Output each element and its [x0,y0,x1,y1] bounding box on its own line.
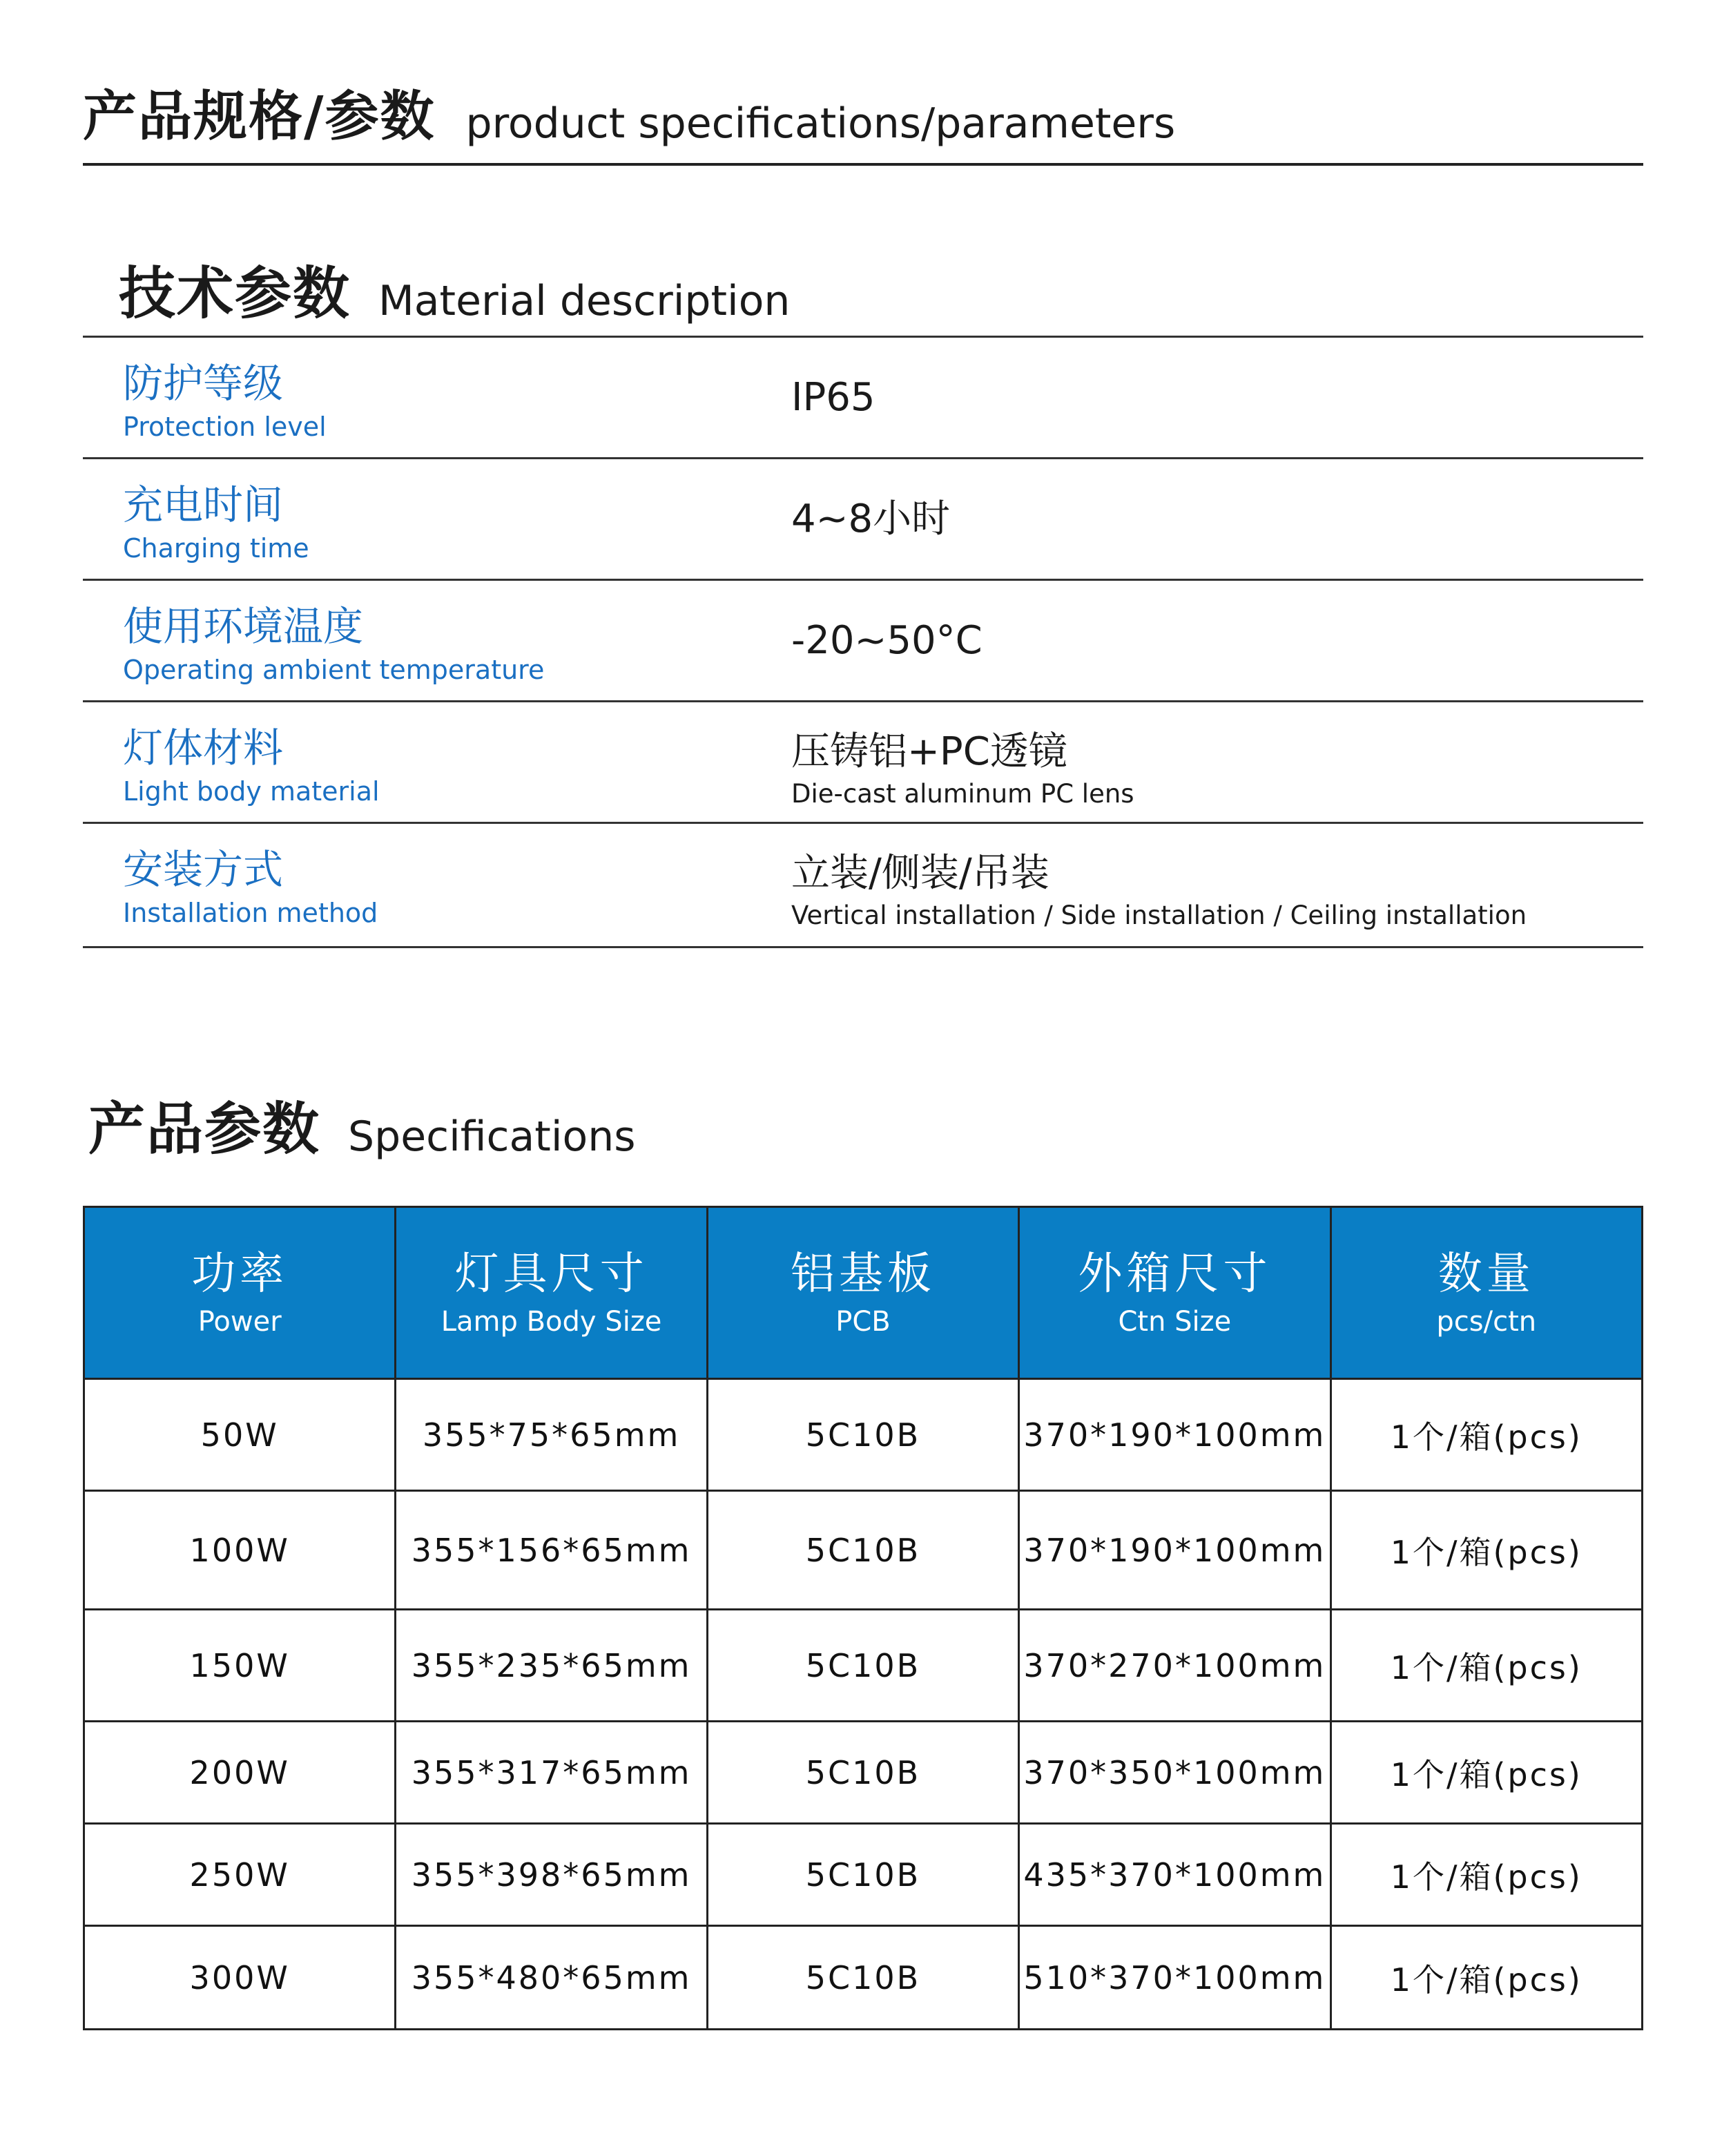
value-sub: Vertical installation / Side installation / Ceiling installation [791,901,1527,930]
col-header-ctn-size [1019,1207,1330,1379]
spec-title-en: Specifications [348,1113,636,1161]
col-header-zh: 外箱尺寸 [1078,1249,1272,1300]
table-row [84,1926,1643,2030]
cell-power: 300W [84,1926,396,2030]
col-header-zh: 灯具尺寸 [454,1249,648,1300]
label-zh: 安装方式 [123,846,284,893]
tech-row-light-body-material [83,702,1643,824]
cell-lamp-size: 355*398*65mm [396,1824,707,1926]
label-en: Light body material [123,776,380,807]
spec-section-title [88,1084,636,1165]
tech-section-title [119,249,790,329]
tech-row-value [791,459,950,579]
cell-pcb: 5C10B [707,1824,1018,1926]
col-header-en: Lamp Body Size [441,1306,662,1338]
tech-row-label [123,479,309,566]
table-row [84,1610,1643,1722]
label-zh: 使用环境温度 [123,603,364,650]
tech-title-zh: 技术参数 [119,261,351,327]
label-en: Protection level [123,412,327,442]
cell-quantity: 1个/箱(pcs) [1330,1610,1642,1722]
cell-lamp-size: 355*480*65mm [396,1926,707,2030]
cell-ctn-size: 370*270*100mm [1019,1610,1330,1722]
cell-pcb: 5C10B [707,1926,1018,2030]
page-title-zh: 产品规格/参数 [83,86,436,148]
value-main: 4~8小时 [791,496,951,541]
label-en: Operating ambient temperature [123,655,545,685]
cell-pcb: 5C10B [707,1610,1018,1722]
col-header-pcb [707,1207,1018,1379]
col-header-zh: 数量 [1438,1249,1535,1300]
cell-quantity: 1个/箱(pcs) [1330,1491,1642,1610]
label-en: Installation method [123,898,378,928]
cell-power: 150W [84,1610,396,1722]
table-row [84,1491,1643,1610]
tech-row-label [123,722,380,809]
value-main: 立装/侧装/吊装 [791,851,1049,896]
tech-title-en: Material description [378,277,791,325]
cell-ctn-size: 510*370*100mm [1019,1926,1330,2030]
cell-ctn-size: 370*350*100mm [1019,1722,1330,1824]
cell-pcb: 5C10B [707,1379,1018,1491]
tech-row-installation-method [83,824,1643,948]
cell-power: 200W [84,1722,396,1824]
tech-row-operating-temperature [83,581,1643,702]
col-header-en: Ctn Size [1118,1306,1232,1338]
label-zh: 充电时间 [123,481,284,528]
tech-row-value [791,581,983,700]
cell-pcb: 5C10B [707,1722,1018,1824]
cell-power: 250W [84,1824,396,1926]
cell-pcb: 5C10B [707,1491,1018,1610]
col-header-zh: 铝基板 [790,1249,936,1300]
col-header-quantity [1330,1207,1642,1379]
cell-ctn-size: 370*190*100mm [1019,1491,1330,1610]
tech-row-protection-level [83,338,1643,459]
tech-row-value [791,824,1527,971]
label-zh: 灯体材料 [123,724,284,771]
tech-row-label [123,600,544,687]
value-sub: Die-cast aluminum PC lens [791,779,1134,809]
col-header-lamp-size [396,1207,707,1379]
col-header-en: PCB [835,1306,891,1338]
cell-power: 100W [84,1491,396,1610]
cell-quantity: 1个/箱(pcs) [1330,1722,1642,1824]
tech-row-label [123,843,378,930]
tech-row-charging-time [83,459,1643,581]
value-main: IP65 [791,374,875,420]
cell-lamp-size: 355*156*65mm [396,1491,707,1610]
cell-ctn-size: 370*190*100mm [1019,1379,1330,1491]
cell-lamp-size: 355*317*65mm [396,1722,707,1824]
spec-table [83,1206,1643,2030]
value-main: -20~50°C [791,617,983,663]
cell-power: 50W [84,1379,396,1491]
cell-quantity: 1个/箱(pcs) [1330,1824,1642,1926]
col-header-power [84,1207,396,1379]
page-title-en: product specifications/parameters [465,99,1176,148]
tech-params-table [83,336,1643,948]
cell-ctn-size: 435*370*100mm [1019,1824,1330,1926]
col-header-en: pcs/ctn [1436,1306,1537,1338]
tech-row-value [791,338,875,457]
value-main: 压铸铝+PC透镜 [791,729,1067,774]
tech-row-label [123,357,327,444]
cell-lamp-size: 355*235*65mm [396,1610,707,1722]
spec-title-zh: 产品参数 [88,1097,321,1162]
col-header-en: Power [197,1306,282,1338]
spec-header-row [84,1207,1643,1379]
cell-quantity: 1个/箱(pcs) [1330,1926,1642,2030]
label-zh: 防护等级 [123,360,284,407]
table-row [84,1824,1643,1926]
col-header-zh: 功率 [191,1249,289,1300]
table-row [84,1722,1643,1824]
cell-quantity: 1个/箱(pcs) [1330,1379,1642,1491]
label-en: Charging time [123,533,309,564]
cell-lamp-size: 355*75*65mm [396,1379,707,1491]
table-row [84,1379,1643,1491]
page-title [83,81,1643,166]
